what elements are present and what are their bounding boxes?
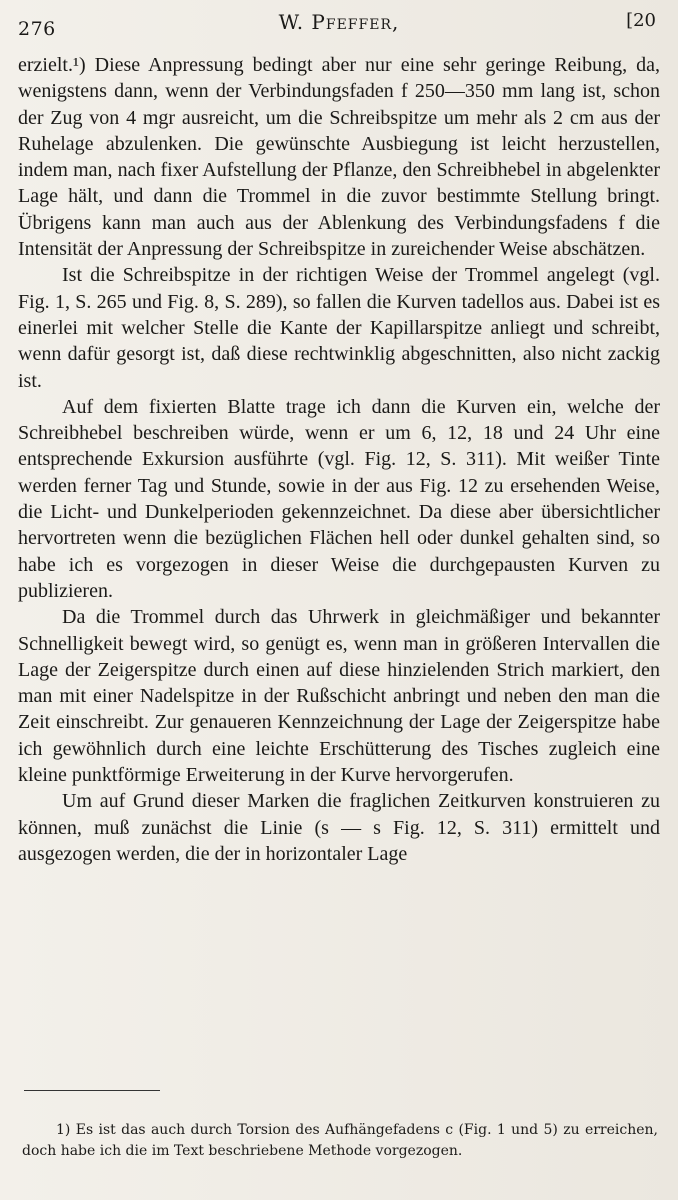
page-number: 276 (18, 18, 56, 40)
running-head: W. Pfeffer, (278, 10, 400, 34)
body-text (18, 52, 660, 867)
footnote: 1) Es ist das auch durch Torsion des Aufhängefadens c (Fig. 1 und 5) zu erreichen, doch habe ich die im Text beschriebene Methode vorgezogen. (22, 1122, 658, 1159)
paragraph: Um auf Grund dieser Marken die fraglichen Zeitkurven konstruieren zu können, muß zunächst die Linie (s — s Fig. 12, S. 311) ermittelt und ausgezogen werden, die der in horizontaler Lage (18, 790, 660, 865)
section-number: [20 (626, 10, 656, 31)
paragraph: Da die Trommel durch das Uhrwerk in gleichmäßiger und bekannter Schnelligkeit bewegt wird, so genügt es, wenn man in größeren Intervallen die Lage der Zeigerspitze durch einen auf diese hinzielenden Strich markiert, den man mit einer Nadelspitze in der Rußschicht anbringt und neben den man die Zeit einschreibt. Zur genaueren Kennzeichnung der Lage der Zeigerspitze habe ich gewöhnlich durch eine leichte Erschütterung des Tisches zugleich eine kleine punktförmige Erweiterung in der Kurve hervorgerufen. (18, 606, 660, 787)
paragraph: Auf dem fixierten Blatte trage ich dann die Kurven ein, welche der Schreibhebel beschreiben würde, wenn er um 6, 12, 18 und 24 Uhr eine entsprechende Exkursion ausführte (vgl. Fig. 12, S. 311). Mit weißer Tinte werden ferner Tag und Stunde, sowie in der aus Fig. 12 zu ersehenden Weise, die Licht- und Dunkelperioden gekennzeichnet. Da diese aber übersichtlicher hervortreten wenn die bezüglichen Flächen hell oder dunkel gehalten sind, so habe ich es vorgezogen in dieser Weise die durchgepausten Kurven zu publizieren. (18, 395, 660, 602)
paragraph: erzielt.¹) Diese Anpressung bedingt aber nur eine sehr geringe Reibung, da, wenigstens dann, wenn der Verbindungsfaden f 250—350 mm lang ist, schon der Zug von 4 mgr ausreicht, um die Schreibspitze um mehr als 2 cm aus der Ruhelage abzulenken. Die gewünschte Ausbiegung ist leicht herzustellen, indem man, nach fixer Aufstellung der Pflanze, den Schreibhebel in abgelenkter Lage hält, und dann die Trommel in die zuvor bestimmte Stellung bringt. Übrigens kann man auch aus der Ablenkung des Verbindungsfadens f die Intensität der Anpressung der Schreibspitze in zureichender Weise abschätzen. (18, 54, 660, 261)
page-header (0, 4, 678, 38)
footnote-divider (24, 1090, 160, 1091)
paragraph: Ist die Schreibspitze in der richtigen Weise der Trommel angelegt (vgl. Fig. 1, S. 265 und Fig. 8, S. 289), so fallen die Kurven tadellos aus. Dabei ist es einerlei mit welcher Stelle die Kante der Kapillarspitze anliegt und schreibt, wenn dafür gesorgt ist, daß diese rechtwinklig abgeschnitten, also nicht zackig ist. (18, 264, 660, 392)
